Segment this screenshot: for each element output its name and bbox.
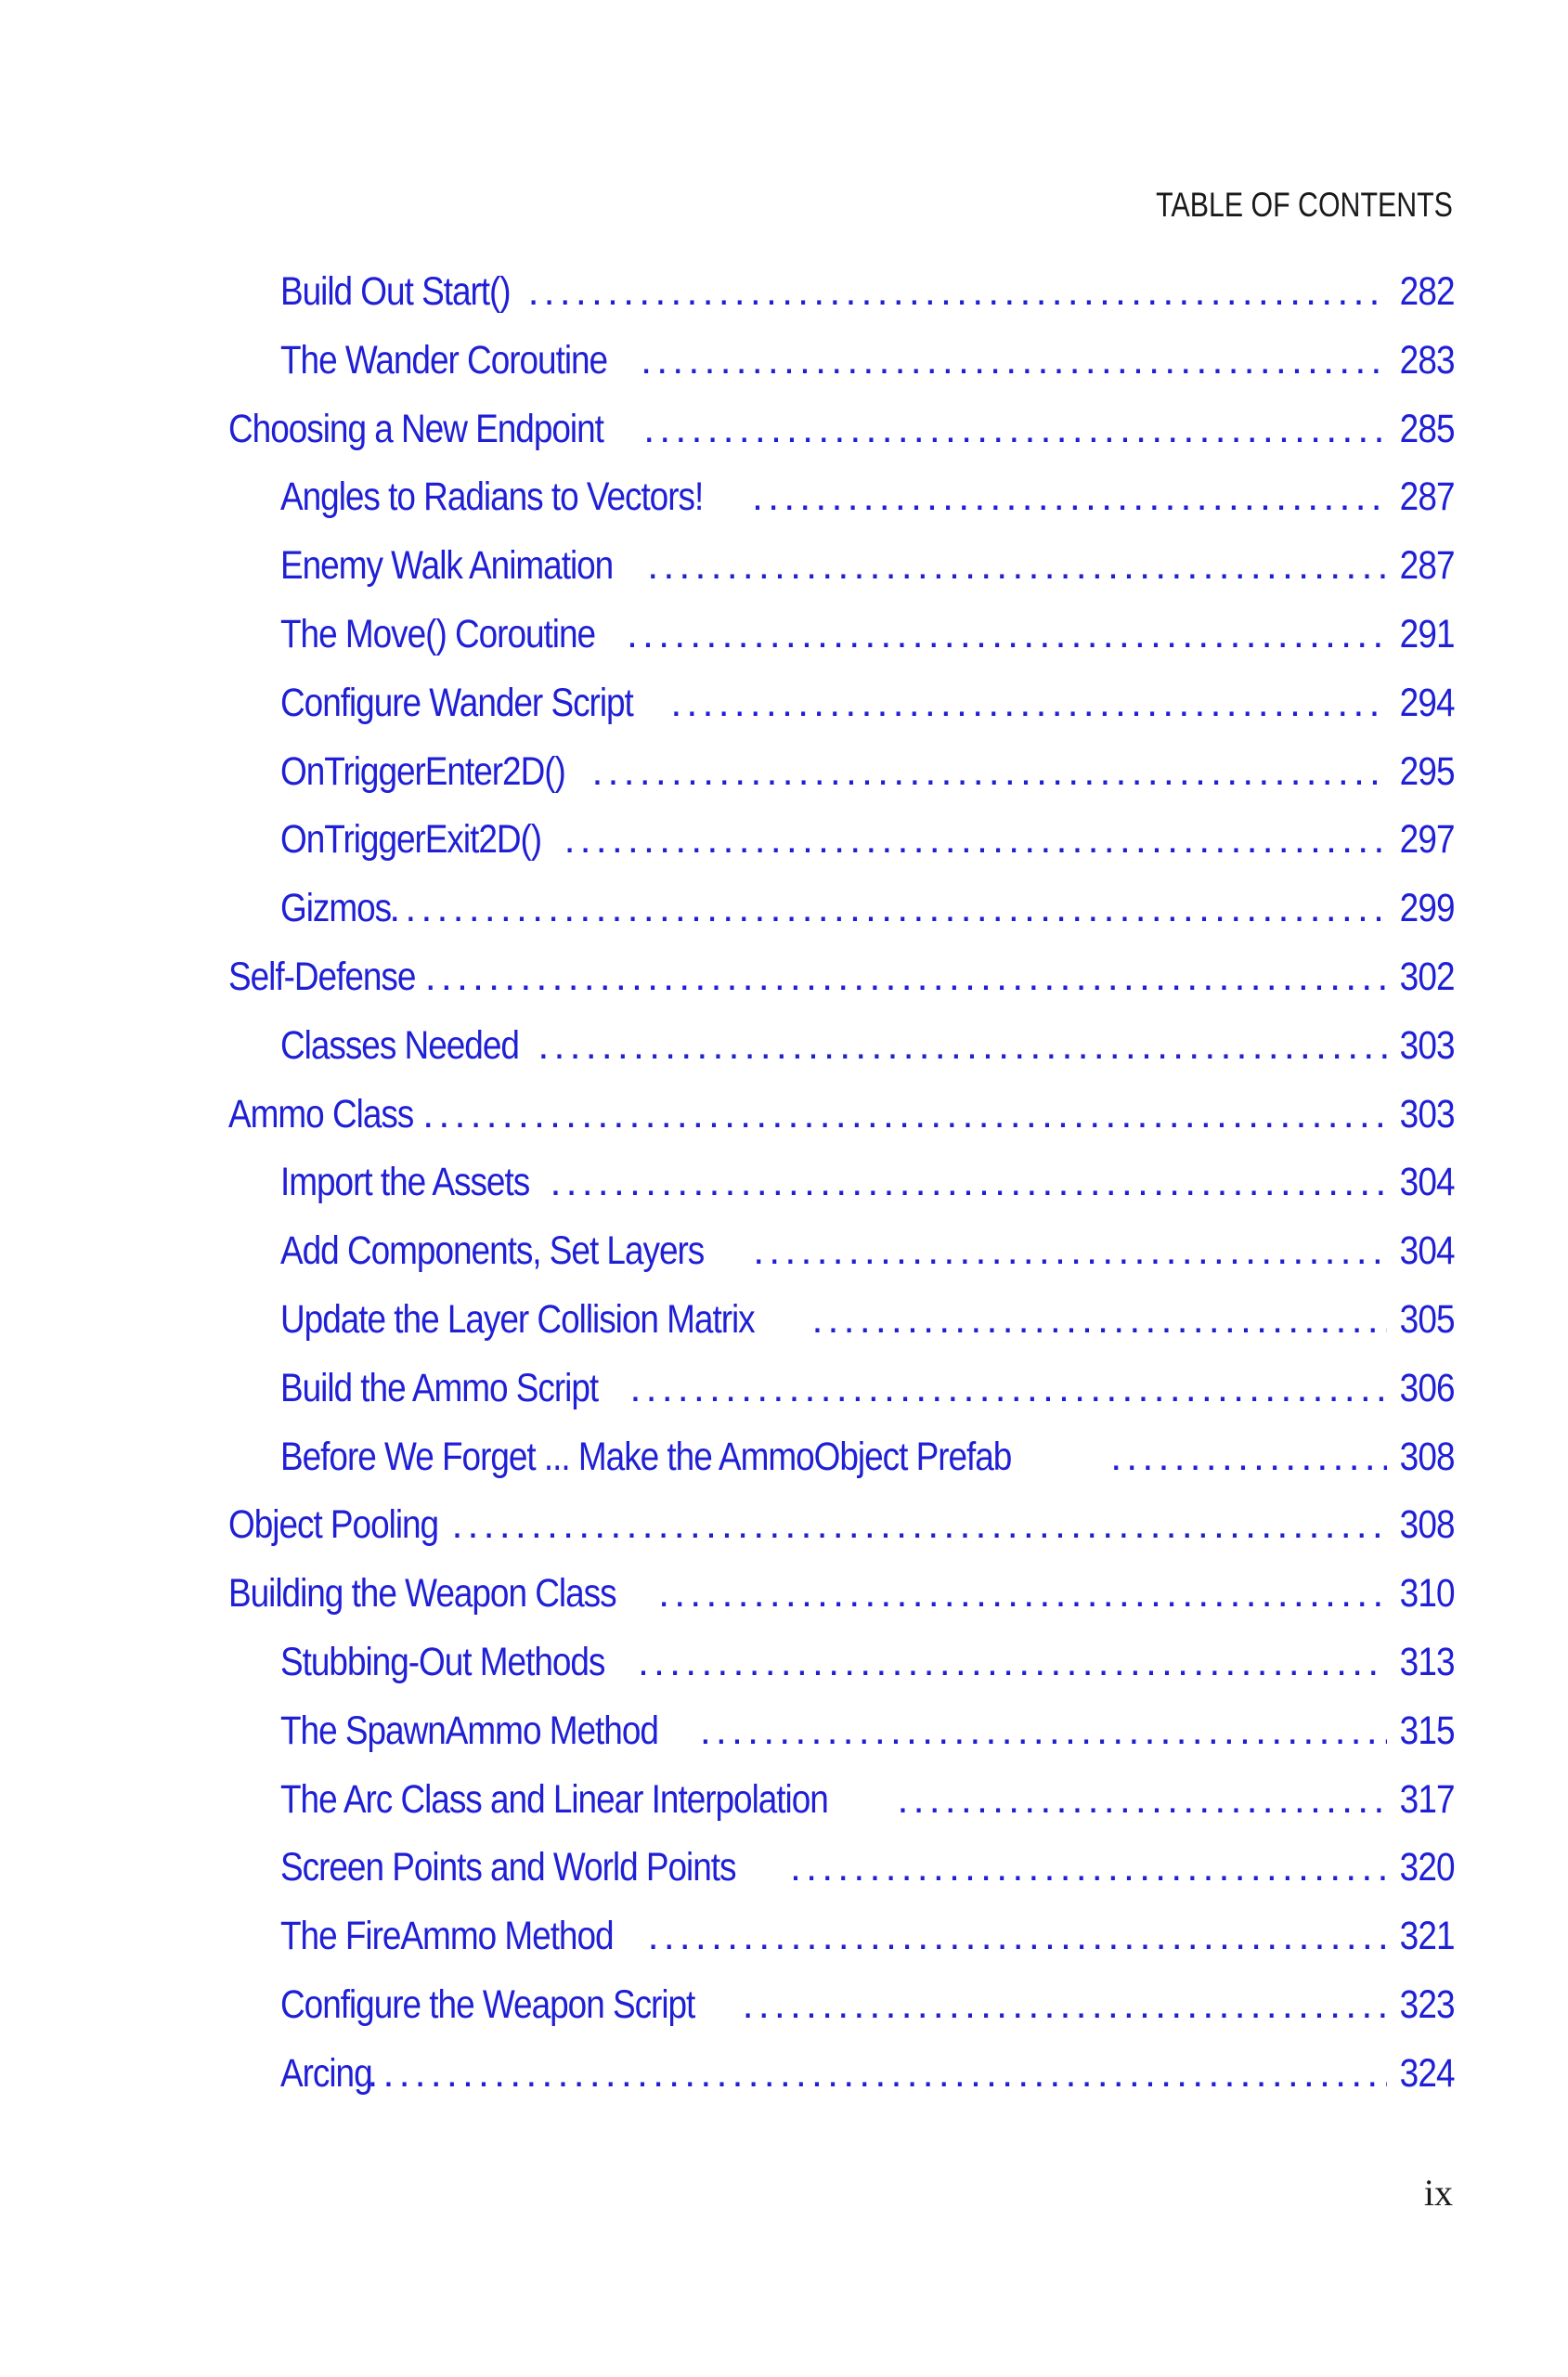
toc-entry[interactable]: [228, 817, 1455, 886]
toc-entry-page: 302: [1399, 954, 1455, 999]
toc-entry-page: 313: [1399, 1639, 1455, 1684]
toc-entry-page: 283: [1399, 337, 1455, 383]
dot-leader: [1110, 1435, 1387, 1480]
toc-entry-page: 303: [1399, 1022, 1455, 1068]
toc-entry-title: Choosing a New Endpoint: [228, 406, 603, 451]
toc-entry-page: 317: [1399, 1776, 1455, 1822]
toc-entry[interactable]: [228, 1571, 1455, 1640]
toc-entry-title: The Wander Coroutine: [280, 337, 608, 383]
dot-leader: [643, 407, 1387, 452]
toc-entry-page: 291: [1399, 611, 1455, 656]
dot-leader: [528, 269, 1388, 315]
toc-entry[interactable]: [228, 1777, 1455, 1846]
toc-entry-title: Gizmos: [280, 886, 392, 931]
dot-leader: [790, 1845, 1387, 1890]
dot-leader: [647, 543, 1387, 589]
toc-entry[interactable]: [228, 338, 1455, 407]
toc-entry-title: Ammo Class: [228, 1091, 414, 1137]
toc-entry-page: 304: [1399, 1160, 1455, 1205]
toc-entry[interactable]: [228, 2051, 1455, 2120]
toc-entry[interactable]: [228, 1708, 1455, 1777]
toc-entry-page: 299: [1399, 886, 1455, 931]
toc-entry-title: OnTriggerEnter2D(): [280, 748, 565, 794]
toc-entry-title: Update the Layer Collision Matrix: [280, 1296, 755, 1342]
dot-leader: [658, 1571, 1387, 1617]
toc-entry[interactable]: [228, 1092, 1455, 1161]
dot-leader: [700, 1708, 1387, 1754]
dot-leader: [811, 1297, 1387, 1343]
toc-entry-page: 305: [1399, 1296, 1455, 1342]
toc-entry[interactable]: [228, 1160, 1455, 1228]
dot-leader: [630, 1366, 1388, 1411]
toc-entry-title: Build the Ammo Script: [280, 1365, 599, 1410]
toc-entry[interactable]: [228, 474, 1455, 543]
toc-entry[interactable]: [228, 1023, 1455, 1092]
toc-entry-title: Angles to Radians to Vectors!: [280, 474, 704, 520]
toc-entry-page: 310: [1399, 1571, 1455, 1617]
dot-leader: [451, 1502, 1387, 1548]
toc-entry-title: Screen Points and World Points: [280, 1845, 736, 1890]
toc-entry-title: Enemy Walk Animation: [280, 543, 614, 589]
toc-entry-title: Object Pooling: [228, 1502, 439, 1548]
toc-entry-title: Arcing: [280, 2050, 372, 2096]
toc-entry[interactable]: [228, 543, 1455, 612]
toc-entry[interactable]: [228, 1297, 1455, 1366]
dot-leader: [898, 1777, 1388, 1823]
dot-leader: [538, 1023, 1387, 1069]
toc-entry-page: 295: [1399, 748, 1455, 794]
toc-entry-page: 321: [1399, 1914, 1455, 1959]
toc-entry-page: 294: [1399, 680, 1455, 725]
toc-entry[interactable]: [228, 1435, 1455, 1503]
toc-entry-title: Build Out Start(): [280, 269, 511, 314]
table-of-contents: [228, 269, 1455, 2120]
toc-entry-page: 287: [1399, 474, 1455, 520]
toc-entry-title: Add Components, Set Layers: [280, 1228, 705, 1274]
dot-leader: [367, 2051, 1387, 2097]
toc-entry-page: 304: [1399, 1228, 1455, 1274]
toc-entry-title: OnTriggerExit2D(): [280, 817, 542, 863]
dot-leader: [753, 1228, 1387, 1274]
toc-entry[interactable]: [228, 1366, 1455, 1435]
toc-entry-page: 303: [1399, 1091, 1455, 1137]
toc-entry-title: The Arc Class and Linear Interpolation: [280, 1776, 828, 1822]
toc-entry[interactable]: [228, 1845, 1455, 1914]
toc-entry[interactable]: [228, 681, 1455, 749]
dot-leader: [638, 1640, 1387, 1685]
toc-entry-page: 285: [1399, 406, 1455, 451]
toc-entry-page: 324: [1399, 2050, 1455, 2096]
toc-entry-page: 306: [1399, 1365, 1455, 1410]
toc-entry[interactable]: [228, 1982, 1455, 2051]
toc-entry[interactable]: [228, 886, 1455, 955]
toc-entry[interactable]: [228, 1914, 1455, 1982]
page-number: ix: [1423, 2172, 1453, 2214]
dot-leader: [743, 1982, 1388, 2028]
toc-entry[interactable]: [228, 955, 1455, 1023]
dot-leader: [641, 338, 1387, 383]
toc-entry-title: Stubbing-Out Methods: [280, 1639, 605, 1684]
toc-entry[interactable]: [228, 1502, 1455, 1571]
toc-entry-title: Import the Assets: [280, 1160, 530, 1205]
toc-entry-title: The Move() Coroutine: [280, 611, 596, 656]
toc-entry-title: Configure the Weapon Script: [280, 1981, 695, 2027]
toc-entry-title: Classes Needed: [280, 1022, 519, 1068]
toc-entry-title: Self-Defense: [228, 954, 416, 999]
toc-entry-page: 320: [1399, 1845, 1455, 1890]
toc-entry-page: 308: [1399, 1502, 1455, 1548]
toc-entry-page: 308: [1399, 1434, 1455, 1479]
toc-entry-title: The SpawnAmmo Method: [280, 1708, 658, 1753]
dot-leader: [670, 681, 1387, 726]
dot-leader: [648, 1914, 1388, 1959]
dot-leader: [422, 1092, 1387, 1137]
toc-entry-title: Configure Wander Script: [280, 680, 633, 725]
toc-entry-title: Building the Weapon Class: [228, 1571, 616, 1617]
toc-entry-page: 297: [1399, 817, 1455, 863]
toc-entry-title: Before We Forget ... Make the AmmoObject Prefab: [280, 1434, 1012, 1479]
dot-leader: [551, 1160, 1388, 1205]
dot-leader: [752, 474, 1387, 520]
toc-entry-page: 282: [1399, 269, 1455, 314]
toc-entry-page: 323: [1399, 1981, 1455, 2027]
dot-leader: [389, 886, 1387, 931]
dot-leader: [564, 817, 1388, 863]
dot-leader: [425, 955, 1387, 1000]
toc-entry-page: 287: [1399, 543, 1455, 589]
toc-entry[interactable]: [228, 269, 1455, 338]
toc-entry-page: 315: [1399, 1708, 1455, 1753]
toc-entry[interactable]: [228, 407, 1455, 475]
dot-leader: [591, 749, 1387, 795]
dot-leader: [627, 612, 1387, 657]
toc-entry[interactable]: [228, 1640, 1455, 1708]
running-head: TABLE OF CONTENTS: [1156, 186, 1453, 224]
toc-entry[interactable]: [228, 1228, 1455, 1297]
toc-entry[interactable]: [228, 749, 1455, 818]
toc-entry[interactable]: [228, 612, 1455, 681]
toc-entry-title: The FireAmmo Method: [280, 1914, 614, 1959]
